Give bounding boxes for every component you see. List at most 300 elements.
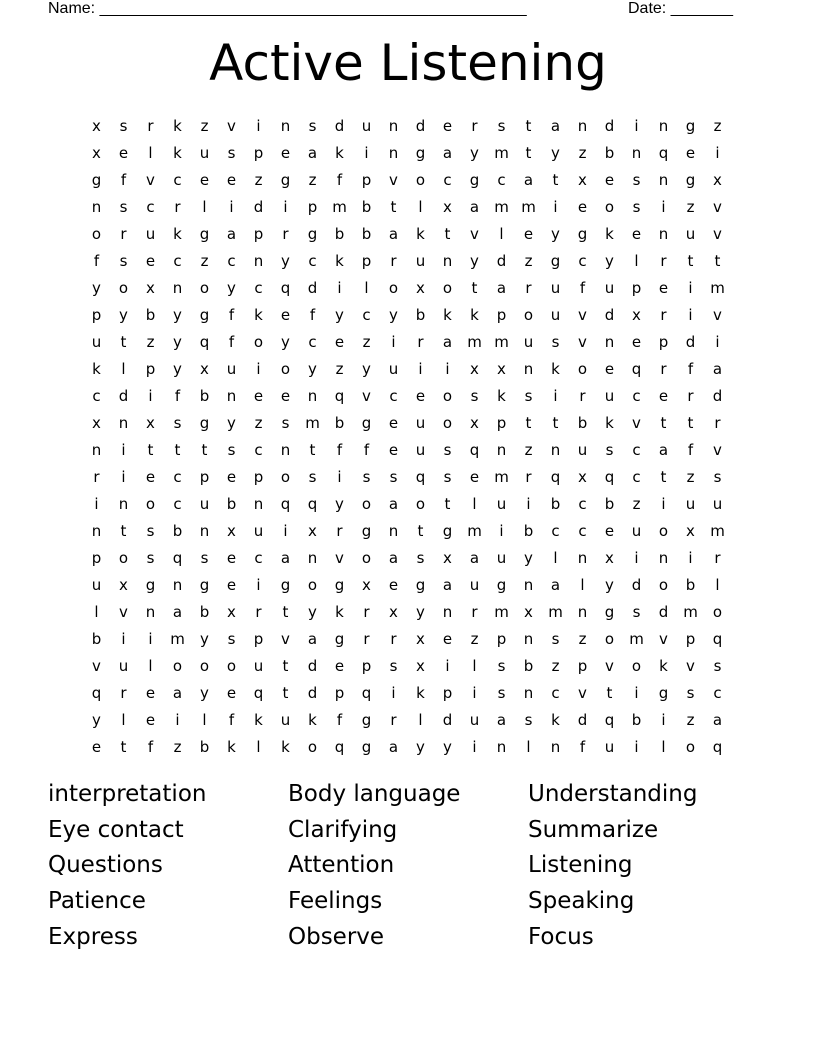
grid-letter: o (523, 305, 534, 324)
grid-row (83, 544, 731, 571)
grid-letter: k (308, 710, 317, 729)
grid-letter: x (443, 197, 452, 216)
grid-letter: t (687, 413, 694, 432)
grid-letter: i (634, 116, 639, 135)
grid-letter: i (688, 278, 693, 297)
grid-letter: i (229, 197, 234, 216)
grid-row (83, 598, 731, 625)
grid-letter: n (658, 170, 669, 189)
grid-letter: z (362, 332, 371, 351)
grid-letter: m (494, 197, 509, 216)
grid-letter: s (362, 467, 371, 486)
grid-row (83, 301, 731, 328)
grid-letter: b (577, 413, 588, 432)
grid-letter: c (227, 251, 236, 270)
word-bank-item: Express (48, 923, 138, 950)
grid-letter: s (281, 413, 290, 432)
grid-letter: x (470, 413, 479, 432)
grid-letter: y (119, 305, 128, 324)
grid-row (83, 625, 731, 652)
grid-letter: s (200, 548, 209, 567)
grid-letter: i (445, 359, 450, 378)
grid-letter: t (120, 737, 127, 756)
grid-letter: r (525, 278, 532, 297)
grid-letter: e (280, 305, 291, 324)
word-bank-item: Patience (48, 888, 146, 915)
grid-letter: n (172, 278, 183, 297)
grid-letter: t (282, 656, 289, 675)
grid-letter: n (280, 116, 291, 135)
grid-letter: r (174, 197, 181, 216)
grid-letter: e (253, 386, 264, 405)
grid-letter: d (307, 683, 318, 702)
grid-letter: e (226, 548, 237, 567)
grid-letter: a (388, 737, 399, 756)
grid-letter: x (92, 116, 101, 135)
name-field-label: Name: ________________________________________________ (48, 0, 527, 17)
grid-letter: k (92, 359, 101, 378)
grid-letter: f (336, 440, 343, 459)
grid-letter: c (578, 251, 587, 270)
grid-letter: b (199, 386, 210, 405)
grid-letter: o (388, 278, 399, 297)
grid-letter: e (145, 467, 156, 486)
grid-letter: o (91, 224, 102, 243)
grid-letter: e (442, 116, 453, 135)
grid-letter: u (253, 656, 264, 675)
grid-letter: n (604, 332, 615, 351)
grid-letter: s (632, 602, 641, 621)
grid-letter: a (496, 710, 507, 729)
grid-letter: o (118, 548, 129, 567)
grid-letter: i (256, 116, 261, 135)
grid-letter: k (281, 737, 290, 756)
grid-letter: y (524, 548, 533, 567)
grid-letter: b (334, 224, 345, 243)
word-bank-item: Summarize (528, 816, 659, 843)
grid-letter: y (605, 575, 614, 594)
grid-letter: x (416, 629, 425, 648)
grid-letter: z (686, 710, 695, 729)
grid-letter: r (93, 467, 100, 486)
grid-letter: l (364, 278, 369, 297)
grid-letter: x (119, 575, 128, 594)
grid-letter: a (712, 710, 723, 729)
grid-letter: l (553, 548, 558, 567)
grid-letter: d (253, 197, 264, 216)
grid-letter: y (227, 413, 236, 432)
grid-letter: c (254, 278, 263, 297)
grid-letter: a (550, 116, 561, 135)
grid-letter: a (469, 548, 480, 567)
grid-letter: b (523, 521, 534, 540)
grid-letter: i (148, 386, 153, 405)
grid-letter: s (497, 656, 506, 675)
grid-letter: s (632, 170, 641, 189)
grid-letter: s (416, 548, 425, 567)
grid-letter: i (472, 683, 477, 702)
grid-letter: x (146, 413, 155, 432)
grid-letter: v (578, 332, 587, 351)
grid-letter: m (494, 143, 509, 162)
grid-letter: c (362, 305, 371, 324)
grid-letter: q (361, 683, 372, 702)
grid-letter: x (92, 413, 101, 432)
grid-letter: d (496, 251, 507, 270)
grid-letter: y (173, 305, 182, 324)
grid-letter: i (661, 197, 666, 216)
grid-letter: s (119, 251, 128, 270)
grid-row (83, 166, 731, 193)
grid-letter: c (551, 521, 560, 540)
grid-letter: b (145, 305, 156, 324)
grid-letter: q (469, 440, 480, 459)
grid-letter: g (280, 575, 291, 594)
grid-row (83, 328, 731, 355)
grid-letter: l (121, 359, 126, 378)
grid-letter: l (202, 197, 207, 216)
grid-letter: v (632, 413, 641, 432)
grid-letter: c (389, 386, 398, 405)
grid-letter: k (605, 224, 614, 243)
grid-letter: e (658, 386, 669, 405)
grid-row (83, 220, 731, 247)
grid-letter: o (307, 575, 318, 594)
grid-row (83, 112, 731, 139)
grid-letter: s (551, 332, 560, 351)
grid-letter: a (496, 278, 507, 297)
word-bank-item: Questions (48, 852, 163, 879)
grid-letter: b (523, 656, 534, 675)
grid-letter: d (307, 278, 318, 297)
grid-letter: q (199, 332, 210, 351)
grid-letter: a (442, 143, 453, 162)
grid-letter: g (415, 143, 426, 162)
grid-letter: c (92, 386, 101, 405)
grid-letter: x (308, 521, 317, 540)
grid-letter: e (226, 170, 237, 189)
grid-letter: r (579, 386, 586, 405)
grid-letter: c (443, 170, 452, 189)
grid-letter: y (281, 251, 290, 270)
grid-letter: o (631, 656, 642, 675)
grid-letter: s (713, 467, 722, 486)
grid-letter: u (280, 710, 291, 729)
grid-letter: k (173, 116, 182, 135)
grid-letter: o (172, 656, 183, 675)
grid-letter: y (92, 710, 101, 729)
grid-letter: r (471, 602, 478, 621)
grid-letter: f (579, 278, 586, 297)
grid-letter: b (361, 197, 372, 216)
grid-letter: f (174, 386, 181, 405)
grid-letter: g (334, 629, 345, 648)
grid-letter: b (415, 305, 426, 324)
grid-letter: s (713, 656, 722, 675)
grid-letter: t (660, 467, 667, 486)
grid-letter: g (442, 521, 453, 540)
grid-letter: u (712, 494, 723, 513)
grid-letter: e (388, 413, 399, 432)
word-bank (48, 781, 768, 959)
grid-letter: t (147, 440, 154, 459)
grid-letter: b (91, 629, 102, 648)
grid-letter: x (200, 359, 209, 378)
grid-letter: k (605, 413, 614, 432)
grid-letter: q (280, 494, 291, 513)
grid-letter: g (361, 413, 372, 432)
grid-letter: v (362, 386, 371, 405)
grid-letter: p (334, 683, 345, 702)
grid-letter: u (388, 359, 399, 378)
grid-letter: o (280, 359, 291, 378)
grid-letter: o (118, 278, 129, 297)
grid-letter: n (523, 359, 534, 378)
grid-letter: r (525, 467, 532, 486)
grid-letter: d (334, 116, 345, 135)
date-field-label: Date: _______ (628, 0, 733, 17)
grid-letter: k (416, 224, 425, 243)
grid-letter: q (280, 278, 291, 297)
grid-letter: i (661, 710, 666, 729)
grid-letter: y (173, 359, 182, 378)
grid-row (83, 733, 731, 760)
grid-letter: g (550, 251, 561, 270)
grid-letter: c (173, 251, 182, 270)
grid-letter: s (524, 710, 533, 729)
grid-letter: p (145, 359, 156, 378)
grid-letter: y (200, 629, 209, 648)
grid-letter: u (631, 521, 642, 540)
grid-letter: v (119, 602, 128, 621)
grid-letter: q (604, 467, 615, 486)
grid-letter: o (280, 467, 291, 486)
grid-letter: x (470, 359, 479, 378)
grid-letter: e (280, 143, 291, 162)
grid-letter: c (308, 251, 317, 270)
grid-letter: v (227, 116, 236, 135)
grid-letter: z (524, 251, 533, 270)
grid-letter: z (173, 737, 182, 756)
grid-letter: k (416, 683, 425, 702)
grid-row (83, 571, 731, 598)
grid-letter: f (93, 251, 100, 270)
grid-letter: x (416, 656, 425, 675)
grid-letter: t (525, 116, 532, 135)
grid-letter: p (577, 656, 588, 675)
grid-letter: u (469, 575, 480, 594)
grid-letter: y (416, 737, 425, 756)
grid-letter: n (253, 251, 264, 270)
grid-letter: i (337, 467, 342, 486)
grid-letter: e (577, 197, 588, 216)
grid-letter: m (494, 602, 509, 621)
grid-letter: x (146, 278, 155, 297)
grid-letter: o (577, 359, 588, 378)
grid-letter: l (634, 251, 639, 270)
grid-letter: u (604, 278, 615, 297)
grid-letter: g (469, 170, 480, 189)
grid-letter: k (335, 602, 344, 621)
word-bank-item: interpretation (48, 781, 207, 807)
grid-letter: r (660, 251, 667, 270)
grid-letter: e (442, 629, 453, 648)
grid-letter: z (686, 197, 695, 216)
grid-letter: i (283, 521, 288, 540)
grid-letter: g (334, 575, 345, 594)
grid-letter: n (523, 629, 534, 648)
grid-letter: g (361, 737, 372, 756)
grid-letter: r (714, 413, 721, 432)
grid-letter: n (280, 440, 291, 459)
grid-letter: d (577, 710, 588, 729)
grid-letter: n (658, 116, 669, 135)
grid-letter: n (577, 548, 588, 567)
grid-letter: d (631, 575, 642, 594)
grid-row (83, 652, 731, 679)
grid-letter: q (550, 467, 561, 486)
grid-letter: g (685, 170, 696, 189)
grid-letter: e (631, 332, 642, 351)
grid-letter: e (469, 467, 480, 486)
grid-letter: s (119, 197, 128, 216)
grid-letter: o (604, 197, 615, 216)
grid-letter: c (551, 683, 560, 702)
grid-letter: y (92, 278, 101, 297)
grid-letter: a (388, 494, 399, 513)
grid-letter: g (199, 224, 210, 243)
grid-letter: i (283, 197, 288, 216)
grid-letter: a (388, 548, 399, 567)
grid-letter: n (658, 224, 669, 243)
grid-letter: s (686, 683, 695, 702)
grid-letter: t (714, 251, 721, 270)
grid-letter: o (685, 737, 696, 756)
grid-letter: n (631, 143, 642, 162)
word-search-grid (83, 112, 731, 760)
grid-letter: f (228, 332, 235, 351)
grid-letter: l (715, 575, 720, 594)
grid-letter: x (497, 359, 506, 378)
grid-letter: n (91, 521, 102, 540)
grid-letter: b (226, 494, 237, 513)
grid-letter: o (361, 548, 372, 567)
grid-letter: c (632, 386, 641, 405)
grid-letter: l (526, 737, 531, 756)
grid-letter: p (361, 170, 372, 189)
grid-letter: y (551, 143, 560, 162)
grid-letter: e (415, 386, 426, 405)
grid-letter: u (523, 332, 534, 351)
grid-letter: t (390, 197, 397, 216)
grid-letter: m (332, 197, 347, 216)
grid-letter: p (631, 278, 642, 297)
grid-letter: s (227, 143, 236, 162)
grid-letter: q (307, 494, 318, 513)
grid-letter: e (145, 683, 156, 702)
grid-letter: l (472, 494, 477, 513)
grid-letter: r (714, 548, 721, 567)
grid-letter: g (361, 710, 372, 729)
grid-letter: c (713, 683, 722, 702)
grid-letter: t (120, 521, 127, 540)
grid-letter: r (336, 521, 343, 540)
grid-letter: z (146, 332, 155, 351)
grid-letter: s (227, 629, 236, 648)
grid-letter: u (118, 656, 129, 675)
grid-letter: a (388, 224, 399, 243)
grid-letter: s (632, 197, 641, 216)
grid-letter: n (577, 116, 588, 135)
grid-letter: i (94, 494, 99, 513)
grid-letter: y (227, 278, 236, 297)
grid-letter: z (686, 467, 695, 486)
grid-letter: a (307, 143, 318, 162)
grid-letter: o (658, 521, 669, 540)
grid-letter: i (121, 440, 126, 459)
grid-letter: i (364, 143, 369, 162)
grid-letter: v (713, 305, 722, 324)
grid-letter: t (174, 440, 181, 459)
grid-letter: l (202, 710, 207, 729)
grid-letter: y (416, 602, 425, 621)
grid-letter: q (631, 359, 642, 378)
grid-letter: n (226, 386, 237, 405)
grid-letter: i (256, 359, 261, 378)
grid-letter: p (496, 305, 507, 324)
grid-letter: c (173, 467, 182, 486)
grid-letter: k (173, 143, 182, 162)
grid-letter: n (496, 737, 507, 756)
grid-letter: v (92, 656, 101, 675)
grid-letter: u (91, 575, 102, 594)
grid-letter: p (496, 413, 507, 432)
grid-letter: e (91, 737, 102, 756)
grid-letter: s (308, 467, 317, 486)
grid-row (83, 139, 731, 166)
grid-letter: n (442, 251, 453, 270)
grid-letter: a (442, 332, 453, 351)
grid-letter: f (147, 737, 154, 756)
grid-letter: a (469, 197, 480, 216)
grid-letter: k (173, 224, 182, 243)
grid-letter: p (442, 683, 453, 702)
grid-letter: e (226, 575, 237, 594)
grid-letter: t (552, 413, 559, 432)
grid-letter: p (91, 548, 102, 567)
grid-letter: d (604, 116, 615, 135)
grid-letter: z (713, 116, 722, 135)
grid-letter: t (660, 413, 667, 432)
grid-letter: e (604, 359, 615, 378)
grid-letter: g (496, 575, 507, 594)
grid-letter: u (226, 359, 237, 378)
grid-letter: r (417, 332, 424, 351)
grid-letter: u (550, 305, 561, 324)
grid-row (83, 247, 731, 274)
grid-letter: d (604, 305, 615, 324)
grid-letter: s (389, 467, 398, 486)
grid-letter: k (254, 710, 263, 729)
grid-letter: c (173, 494, 182, 513)
grid-letter: q (712, 629, 723, 648)
grid-letter: m (710, 278, 725, 297)
grid-letter: o (442, 278, 453, 297)
grid-letter: s (551, 629, 560, 648)
grid-letter: x (686, 521, 695, 540)
grid-letter: o (712, 602, 723, 621)
grid-letter: q (253, 683, 264, 702)
